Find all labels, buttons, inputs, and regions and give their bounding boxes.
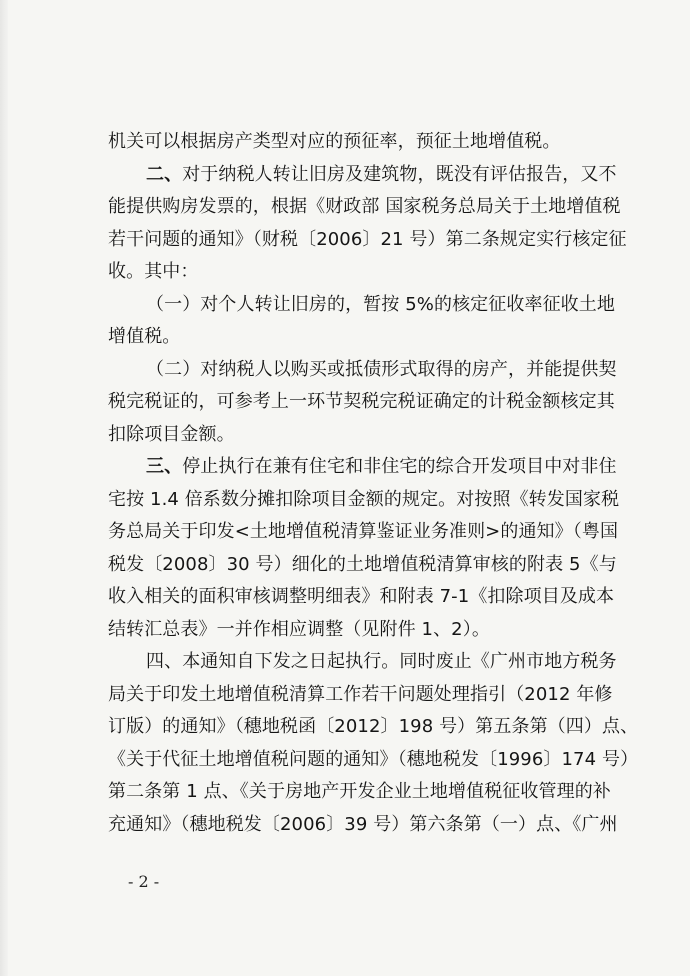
body-line: 充通知》（穗地税发〔2006〕39 号）第六条第（一）点、《广州 xyxy=(108,813,618,835)
body-line: 宅按 1.4 倍系数分摊扣除项目金额的规定。对按照《转发国家税 xyxy=(108,488,620,510)
body-line-text: 对于纳税人转让旧房及建筑物，既没有评估报告，又不 xyxy=(182,163,617,185)
body-line: 扣除项目金额。 xyxy=(108,423,235,445)
body-line: 第二条第 1 点、《关于房地产开发企业土地增值税征收管理的补 xyxy=(108,781,611,802)
body-line: 结转汇总表》一并作相应调整（见附件 1、2）。 xyxy=(108,618,490,640)
body-line xyxy=(108,451,628,484)
document-body xyxy=(108,126,639,841)
body-line: 能提供购房发票的，根据《财政部 国家税务总局关于土地增值税 xyxy=(108,196,621,217)
body-line: 税发〔2008〕30 号）细化的土地增值税清算审核的附表 5《与 xyxy=(108,553,617,575)
body-line: （二）对纳税人以购买或抵债形式取得的房产，并能提供契 xyxy=(146,358,617,380)
section-number: 三、 xyxy=(146,456,183,477)
body-line-text: 停止执行在兼有住宅和非住宅的综合开发项目中对非住 xyxy=(182,456,617,477)
body-line: 《关于代征土地增值税问题的通知》（穗地税发〔1996〕174 号） xyxy=(108,748,639,770)
body-line: 税完税证的，可参考上一环节契税完税证确定的计税金额核定其 xyxy=(108,391,615,412)
body-line: 四、本通知自下发之日起执行。同时废止《广州市地方税务 xyxy=(146,651,617,672)
body-line: 务总局关于印发<土地增值税清算鉴证业务准则>的通知》（粤国 xyxy=(108,521,619,542)
body-line xyxy=(108,159,628,192)
body-line: 订版）的通知》（穗地税函〔2012〕198 号）第五条第（四）点、 xyxy=(108,716,639,737)
body-line: 收。其中： xyxy=(108,261,199,282)
scan-edge xyxy=(0,0,8,976)
body-line: （一）对个人转让旧房的，暂按 5%的核定征收率征收土地 xyxy=(146,293,615,315)
body-line: 增值税。 xyxy=(108,326,181,347)
body-line: 局关于印发土地增值税清算工作若干问题处理指引（2012 年修 xyxy=(108,683,613,705)
body-line: 机关可以根据房产类型对应的预征率，预征土地增值税。 xyxy=(108,131,561,152)
section-number: 二、 xyxy=(146,163,183,185)
body-line: 收入相关的面积审核调整明细表》和附表 7-1《扣除项目及成本 xyxy=(108,586,615,607)
page-number: - 2 - xyxy=(128,872,160,891)
body-line: 若干问题的通知》（财税〔2006〕21 号）第二条规定实行核定征 xyxy=(108,228,627,250)
